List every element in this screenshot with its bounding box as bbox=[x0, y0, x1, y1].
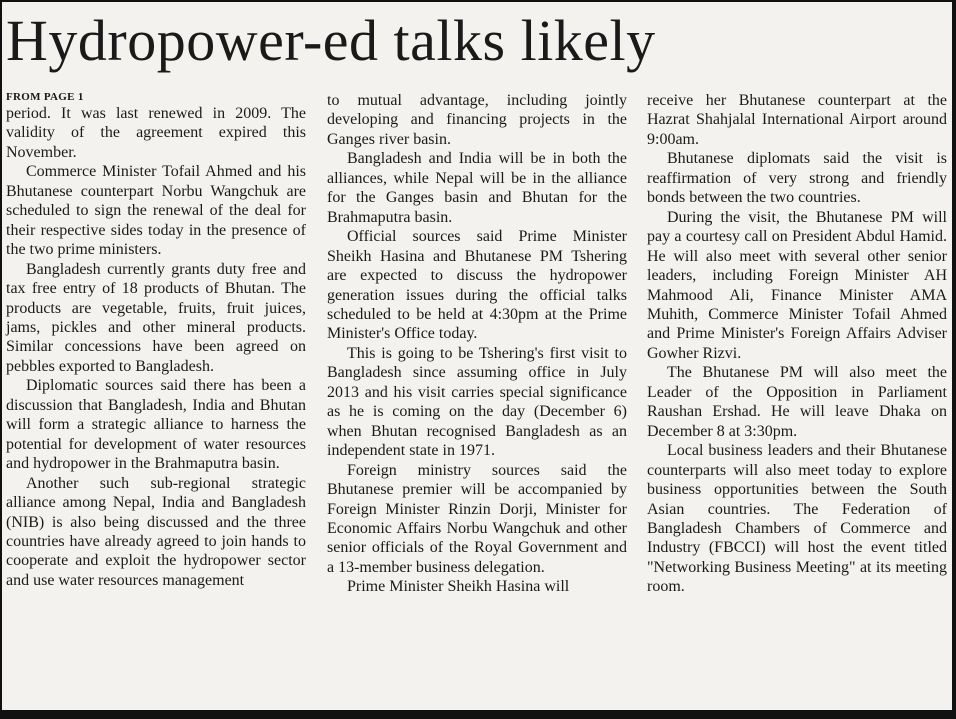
paragraph: Bangladesh and India will be in both the alliances, while Nepal will be in the alliance for the Ganges basin and Bhutan for the Brahmaputra basin. bbox=[327, 150, 627, 226]
paragraph: The Bhutanese PM will also meet the Leader of the Opposition in Parliament Raushan Ershad. He will leave Dhaka on December 8 at 3:30pm. bbox=[647, 364, 947, 440]
paragraph: Bangladesh currently grants duty free and tax free entry of 18 products of Bhutan. The products are vegetable, fruits, fruit juices, jams, pickles and other mineral products. Similar concessions have been agreed on pebbles exported to Bangladesh. bbox=[6, 260, 306, 375]
paragraph: Local business leaders and their Bhutanese counterparts will also meet today to explore business opportunities between the South Asian countries. The Federation of Bangladesh Chambers of Commerce and Industry (FBCCI) will host the event titled "Networking Business Meeting" at its meeting room. bbox=[647, 442, 947, 596]
article-column-3 bbox=[647, 91, 947, 597]
kicker-from-page: FROM PAGE 1 bbox=[6, 91, 84, 103]
paragraph: to mutual advantage, including jointly developing and financing projects in the Ganges river basin. bbox=[327, 92, 627, 148]
headline: Hydropower-ed talks likely bbox=[6, 8, 656, 73]
frame-bottom-border bbox=[0, 710, 956, 719]
paragraph: receive her Bhutanese counterpart at the Hazrat Shahjalal International Airport around 9:00am. bbox=[647, 92, 947, 148]
article-column-2 bbox=[327, 91, 627, 597]
paragraph: This is going to be Tshering's first visit to Bangladesh since assuming office in July 2013 and his visit carries special significance as he is coming on the day (December 6) when Bhutan recognised Bangladesh as an independent state in 1971. bbox=[327, 344, 627, 460]
paragraph: During the visit, the Bhutanese PM will pay a courtesy call on President Abdul Hamid. He will also meet with several other senior leaders, including Foreign Minister AH Mahmood Ali, Finance Minister AMA Muhith, Commerce Minister Tofail Ahmed and Prime Minister's Foreign Affairs Adviser Gowher Rizvi. bbox=[647, 208, 947, 362]
frame-left-border bbox=[0, 0, 2, 719]
paragraph: Official sources said Prime Minister Sheikh Hasina and Bhutanese PM Tshering are expected to discuss the hydropower generation issues during the official talks scheduled to be held at 4:30pm at the Prime Minister's Office today. bbox=[327, 228, 627, 343]
article-column-1 bbox=[6, 91, 306, 590]
paragraph: Diplomatic sources said there has been a discussion that Bangladesh, India and Bhutan will form a strategic alliance to harness the potential for development of water resources and hydropower in the Brahmaputra basin. bbox=[6, 377, 306, 473]
paragraph: Commerce Minister Tofail Ahmed and his Bhutanese counterpart Norbu Wangchuk are scheduled to sign the renewal of the deal for their respective sides today in the presence of the two prime ministers. bbox=[6, 163, 306, 259]
frame-right-border bbox=[952, 0, 956, 719]
paragraph: Prime Minister Sheikh Hasina will bbox=[347, 578, 570, 596]
paragraph: Another such sub-regional strategic alliance among Nepal, India and Bangladesh (NIB) is also being discussed and the three countries have already agreed to join hands to cooperate and exploit the hydropower sector and use water resources management bbox=[6, 474, 306, 589]
paragraph: period. It was last renewed in 2009. The validity of the agreement expired this November. bbox=[6, 105, 306, 161]
paragraph: Foreign ministry sources said the Bhutanese premier will be accompanied by Foreign Minister Rinzin Dorji, Minister for Economic Affairs Norbu Wangchuk and other senior officials of the Royal Government and a 13-member business delegation. bbox=[327, 461, 627, 576]
paragraph: Bhutanese diplomats said the visit is reaffirmation of very strong and friendly bonds between the two countries. bbox=[647, 150, 947, 207]
